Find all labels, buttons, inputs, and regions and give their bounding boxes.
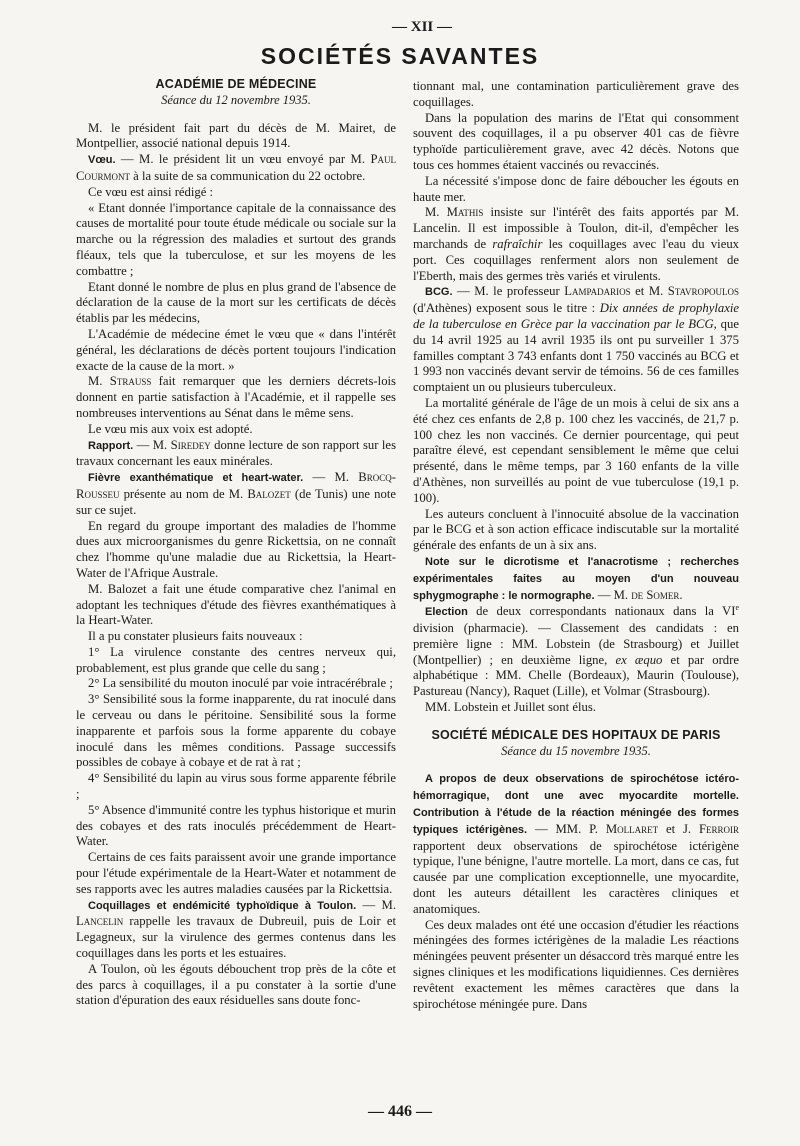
session-date: Séance du 12 novembre 1935.: [161, 92, 311, 107]
text-run: insiste sur l'intérêt des faits apportés par M. Lancelin. Il est impossible à Toulon, dit-il, d'empêcher les marchands de: [413, 205, 739, 251]
bold-run-in: Election: [425, 606, 468, 619]
section-heading-hopitaux: SOCIÉTÉ MÉDICALE DES HOPITAUX DE PARIS: [431, 727, 721, 742]
paragraph-fievre: [76, 470, 396, 518]
italic-word: rafraîchir: [492, 236, 543, 251]
text-run: .: [679, 587, 683, 602]
text-run: M.: [88, 374, 110, 389]
text-run: — MM. P.: [527, 821, 606, 836]
paragraph-conclusion: Les auteurs concluent à l'innocuité absolue de la vaccination par le BCG et à son action efficace indiscutable sur la mortalité générale des enfants de un à six ans.: [413, 506, 739, 553]
paragraph-fievre-text: M. Balozet a fait une étude comparative chez l'animal en adoptant les techniques d'étude des fièvres exanthématiques à la Heart-Water.: [76, 581, 396, 628]
paragraph-election: [413, 604, 739, 700]
paragraph-voeu: [76, 152, 396, 185]
author-name: Ferroir: [698, 821, 739, 836]
text-run: — M.: [356, 897, 396, 912]
text-run: — M.: [133, 437, 171, 452]
paragraph-voeu-text: Etant donné le nombre de plus en plus grand de l'absence de déclaration de la cause de la mort sur les certificats de décès établis par les médecins,: [76, 279, 396, 326]
author-name: Stavropoulos: [667, 284, 739, 299]
paragraph-mathis: [413, 205, 739, 284]
text-run: les coquillages avec l'eau du vieux port. Ces coquillages renferment alors non seulement de l'Eberth, mais des germes très variés et virulents.: [413, 236, 740, 283]
rubric-title: SOCIÉTÉS SAVANTES: [260, 43, 540, 69]
italic-title: Dix années de prophylaxie de la tuberculose en Grèce par la vaccination par le BCG: [413, 301, 739, 331]
paragraph-voeu-text: L'Académie de médecine émet le vœu que « dans l'intérêt général, les déclarations de décès portent toujours l'indication exacte de la cause de la mort. »: [76, 326, 396, 373]
text-run: M.: [425, 205, 447, 220]
text-run: (d'Athènes) exposent sous le titre :: [413, 301, 600, 316]
text-run: (de Tunis) une note sur ce sujet.: [76, 486, 396, 517]
text-run: , que du 14 avril 1925 au 14 avril 1935 ils ont pu surveiller 1 375 familles comptant 3 743 enfants dont 1 750 vaccinés au BCG et 1 993 non vaccinés devant servir de témoins. 56 de ces familles comptaient un ou plusieurs tuberculeux.: [413, 316, 739, 395]
paragraph-voeu-text: « Etant donnée l'importance capitale de la connaissance des causes de mortalité pour toute étude médicale ou sociale sur la marche ou la régression des maladies et surtout des grands fléaux, tels que la tuberculose, et sur les moyens de les combattre ;: [76, 200, 396, 278]
paragraph-toulon: A Toulon, où les égouts débouchent trop près de la côte et des parcs à coquillages, il a pu constater à la sortie d'une station d'épuration des eaux résiduelles sans doute fonc-: [76, 961, 396, 1008]
author-name: Lampadarios: [564, 284, 631, 299]
text-run: — M.: [303, 470, 359, 485]
paragraph-deces: M. le président fait part du décès de M. Mairet, de Montpellier, associé national depuis 1914.: [76, 120, 396, 151]
bold-run-in: Rapport.: [88, 439, 134, 452]
text-run: et M.: [630, 284, 668, 299]
paragraph-adoption: Le vœu mis aux voix est adopté.: [88, 421, 253, 436]
paragraph-fievre-text: Certains de ces faits paraissent avoir une grande importance pour l'étude expérimentale de la Heart-Water et notamment de ses rapports avec les autres maladies causées par la Rickettsia.: [76, 850, 396, 896]
list-item-finding: 4° Sensibilité du lapin au virus sous forme apparente fébrile ;: [76, 771, 396, 802]
running-head: — XII —: [391, 19, 452, 35]
author-name: Mollaret: [605, 821, 659, 836]
author-name: de Somer: [631, 587, 680, 602]
right-column: [413, 79, 739, 1012]
paragraph-elus: MM. Lobstein et Juillet sont élus.: [425, 700, 596, 715]
text-run: fait remarquer que les derniers décrets-lois donnent en partie satisfaction à l'Académie, et il rappelle ses nombreuses interventions au Sénat dans le même sens.: [76, 374, 396, 420]
section-heading-academie: ACADÉMIE DE MÉDECINE: [155, 77, 317, 91]
text-run: division (pharmacie). — Classement des candidats : en première ligne : MM. Lobstein (de Strasbourg) et Juillet (Montpellier) ; en deuxième ligne,: [413, 621, 739, 667]
bold-run-in: Vœu.: [88, 154, 116, 167]
paragraph-strauss: [76, 374, 396, 421]
text-run: — M.: [594, 587, 632, 602]
text-run: rapportent deux observations de spirochétose ictérigène typique, l'une bénigne, l'autre mortelle. La mort, dans ce cas, fut causée par une complication exceptionnelle, une myocardite, dont les auteurs détaillent les caractères cliniques et anatomiques.: [413, 838, 739, 916]
paragraph-coquillages: [76, 898, 396, 962]
superscript: e: [735, 603, 739, 613]
author-name: Paul Courmont: [76, 152, 396, 183]
author-name: Lancelin: [76, 914, 124, 929]
paragraph-voeu-intro: Ce vœu est ainsi rédigé :: [88, 184, 214, 199]
paragraph-necessite: La nécessité s'impose donc de faire déboucher les égouts en haute mer.: [413, 173, 739, 204]
list-item-finding: 5° Absence d'immunité contre les typhus historique et murin des cobayes et des rats inoculés précédemment de Heart-Water.: [76, 802, 396, 849]
list-item-finding: 2° La sensibilité du mouton inoculé par voie intracérébrale ;: [88, 676, 393, 691]
bold-run-in: Coquillages et endémicité typhoïdique à Toulon.: [88, 899, 357, 912]
bold-run-in: Note sur le dicrotisme et l'anacrotisme ; recherches expérimentales faites au moyen d'un nouveau sphygmographe : le normographe.: [413, 555, 739, 602]
text-run: — M. le président lit un vœu envoyé par M.: [115, 152, 371, 167]
bold-run-in: BCG.: [425, 286, 453, 299]
paragraph-fievre-text: Il a pu constater plusieurs faits nouveaux :: [88, 629, 303, 644]
text-run: à la suite de sa communication du 22 octobre.: [129, 168, 366, 183]
bold-run-in: Fièvre exanthématique et heart-water.: [88, 472, 304, 485]
text-run: et J.: [658, 821, 699, 836]
bold-run-in: A propos de deux observations de spirochétose ictéro-hémorragique, dont une avec myocardite mortelle. Contribution à l'étude de la réaction méningée des formes typiques ictérigènes.: [413, 773, 739, 836]
paragraph-fievre-text: En regard du groupe important des maladies de l'homme dues aux microorganismes du genre Rickettsia, on ne connaît chez l'homme qu'une maladie due au Rickettsia, la Heart-Water de l'Afrique Australe.: [76, 518, 396, 580]
session-date: Séance du 15 novembre 1935.: [501, 743, 651, 758]
page-number: — 446 —: [368, 1103, 432, 1120]
author-name: Strauss: [109, 374, 152, 389]
author-name: Balozet: [247, 486, 291, 501]
left-column: [76, 77, 396, 1009]
author-name: Brocq-Rousseu: [76, 470, 396, 501]
list-item-finding: 1° La virulence constante des centres nerveux qui, probablement, est plus grande que celle du sang ;: [76, 644, 396, 675]
text-run: rappelle les travaux de Dubreuil, puis de Loir et Legagneux, sur la virulence des germes contenus dans les coquillages dans les ports et les estuaires.: [76, 914, 396, 961]
text-run: présente au nom de M.: [119, 486, 248, 501]
paragraph-note: [413, 554, 739, 604]
paragraph-bcg: [413, 284, 739, 396]
author-name: Mathis: [446, 205, 484, 220]
paragraph-meningees: Ces deux malades ont été une occasion d'étudier les réactions méningées des formes ictérigènes de la maladie Les réactions méningées peuvent présenter un désaccord très marqué entre les signes cliniques et les modifications liquidiennes. Ces dernières revêtent exactement les mêmes caractères que dans la spirochétose méningée pure. Dans: [413, 917, 739, 1011]
paragraph-rapport: [76, 438, 396, 471]
paragraph-spirochetose: [413, 771, 739, 917]
author-name: Siredey: [170, 437, 211, 452]
list-item-finding: 3° Sensibilité sous la forme inapparente, du rat inoculé dans le cerveau ou dans le péritoine. Sensibilité sous la forme inapparente et parfois sous la forme apparente du cobaye inoculé dans les mêmes conditions. Passage successifs possibles de cobaye à cobaye et de rat à rat ;: [76, 692, 396, 770]
paragraph-mortalite: La mortalité générale de l'âge de un mois à celui de six ans a été chez ces enfants de 2,8 p. 100 chez les vaccinés, de 21,7 p. 100 chez les non vaccinés. Ce dernier pourcentage, qui peut paraître élevé, est cependant sensiblement le même que celui présenté, dans le même temps, par 3 160 enfants de la ville d'Athènes, non surveillés au point de vue tuberculose (19,1 p. 100).: [413, 395, 739, 505]
text-run: et par ordre alphabétique : MM. Chelle (Bordeaux), Maurin (Toulouse), Pastureau (Nancy), Raquet (Lille), et Volmar (Strasbourg).: [413, 652, 739, 699]
text-run: — M. le professeur: [452, 284, 565, 299]
paragraph-continuation: tionnant mal, une contamination particulièrement grave des coquillages.: [413, 79, 739, 109]
text-run: de deux correspondants nationaux dans la VI: [467, 604, 736, 619]
text-run: donne lecture de son rapport sur les travaux concernant les eaux minérales.: [76, 437, 397, 469]
paragraph-marins: Dans la population des marins de l'Etat qui consomment souvent des coquillages, il a pu observer 401 cas de fièvre typhoïde particulièrement grave, avec 42 décès. Notons que tous ces hommes étaient vaccinés ou revaccinés.: [413, 110, 739, 172]
italic-word: ex æquo: [615, 652, 663, 667]
